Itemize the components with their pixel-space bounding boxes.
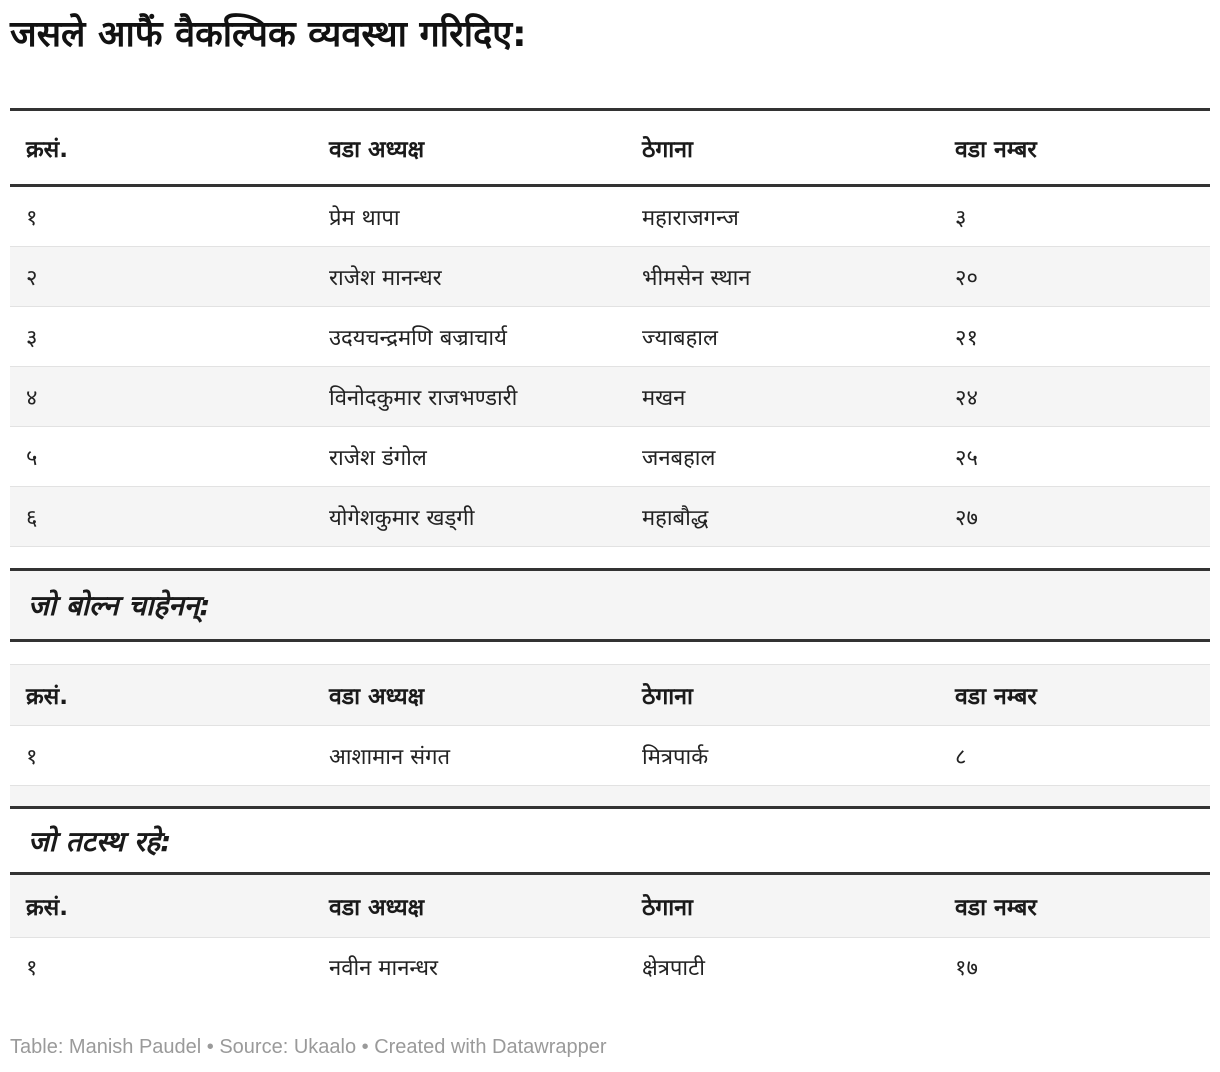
cell-address: मित्रपार्क xyxy=(642,744,709,770)
cell-serial: ६ xyxy=(26,505,38,531)
table-header-row xyxy=(10,664,1210,726)
cell-ward: २४ xyxy=(955,385,978,411)
column-header-serial: क्रसं. xyxy=(26,684,68,710)
cell-serial: ३ xyxy=(26,325,38,351)
column-header-chair: वडा अध्यक्ष xyxy=(329,895,425,921)
column-header-ward: वडा नम्बर xyxy=(955,895,1037,921)
cell-ward: ३ xyxy=(955,205,967,231)
cell-ward: १७ xyxy=(955,956,978,981)
table-row xyxy=(10,367,1210,427)
table-neutral xyxy=(10,872,1210,996)
section-heading: जो बोल्न चाहेनन्: xyxy=(10,568,1210,642)
cell-serial: ४ xyxy=(26,385,38,411)
column-header-address: ठेगाना xyxy=(642,895,693,921)
table-title: जसले आफैं वैकल्पिक व्यवस्था गरिदिए: xyxy=(10,14,527,55)
cell-serial: २ xyxy=(26,265,38,291)
cell-ward: २७ xyxy=(955,505,978,531)
cell-chair: उदयचन्द्रमणि बज्राचार्य xyxy=(329,325,507,351)
column-header-chair: वडा अध्यक्ष xyxy=(329,684,425,710)
table-header-row xyxy=(10,108,1210,187)
table-spacer-row xyxy=(10,786,1210,808)
table-row xyxy=(10,307,1210,367)
table-main xyxy=(10,108,1210,547)
section-heading: जो तटस्थ रहे: xyxy=(10,806,1210,872)
cell-chair: राजेश मानन्धर xyxy=(329,265,442,291)
column-header-serial: क्रसं. xyxy=(26,895,68,921)
table-header-row xyxy=(10,872,1210,938)
table-row xyxy=(10,187,1210,247)
cell-address: ज्याबहाल xyxy=(642,325,718,351)
column-header-address: ठेगाना xyxy=(642,684,693,710)
table-not-responded xyxy=(10,664,1210,808)
cell-chair: नवीन मानन्धर xyxy=(329,956,439,981)
cell-serial: १ xyxy=(26,956,38,981)
cell-ward: २५ xyxy=(955,445,978,471)
column-header-address: ठेगाना xyxy=(642,136,693,163)
footer-credits: Table: Manish Paudel • Source: Ukaalo • Created with Datawrapper xyxy=(10,1036,607,1058)
cell-chair: योगेशकुमार खड्गी xyxy=(329,505,475,531)
cell-address: भीमसेन स्थान xyxy=(642,265,751,291)
column-header-serial: क्रसं. xyxy=(26,136,68,163)
cell-address: मखन xyxy=(642,385,686,411)
cell-ward: ८ xyxy=(955,744,967,770)
table-row xyxy=(10,487,1210,547)
table-row xyxy=(10,938,1210,996)
column-header-ward: वडा नम्बर xyxy=(955,136,1037,163)
cell-chair: आशामान संगत xyxy=(329,744,450,770)
table-row xyxy=(10,427,1210,487)
cell-address: जनबहाल xyxy=(642,445,716,471)
cell-address: क्षेत्रपाटी xyxy=(642,956,705,981)
cell-ward: २० xyxy=(955,265,978,291)
cell-chair: प्रेम थापा xyxy=(329,205,400,231)
table-row xyxy=(10,726,1210,786)
cell-chair: विनोदकुमार राजभण्डारी xyxy=(329,385,518,411)
cell-serial: १ xyxy=(26,205,38,231)
cell-serial: १ xyxy=(26,744,38,770)
cell-address: महाराजगन्ज xyxy=(642,205,739,231)
column-header-chair: वडा अध्यक्ष xyxy=(329,136,425,163)
column-header-ward: वडा नम्बर xyxy=(955,684,1037,710)
table-row xyxy=(10,247,1210,307)
cell-address: महाबौद्ध xyxy=(642,505,709,531)
cell-serial: ५ xyxy=(26,445,38,471)
cell-chair: राजेश डंगोल xyxy=(329,445,427,471)
cell-ward: २१ xyxy=(955,325,978,351)
